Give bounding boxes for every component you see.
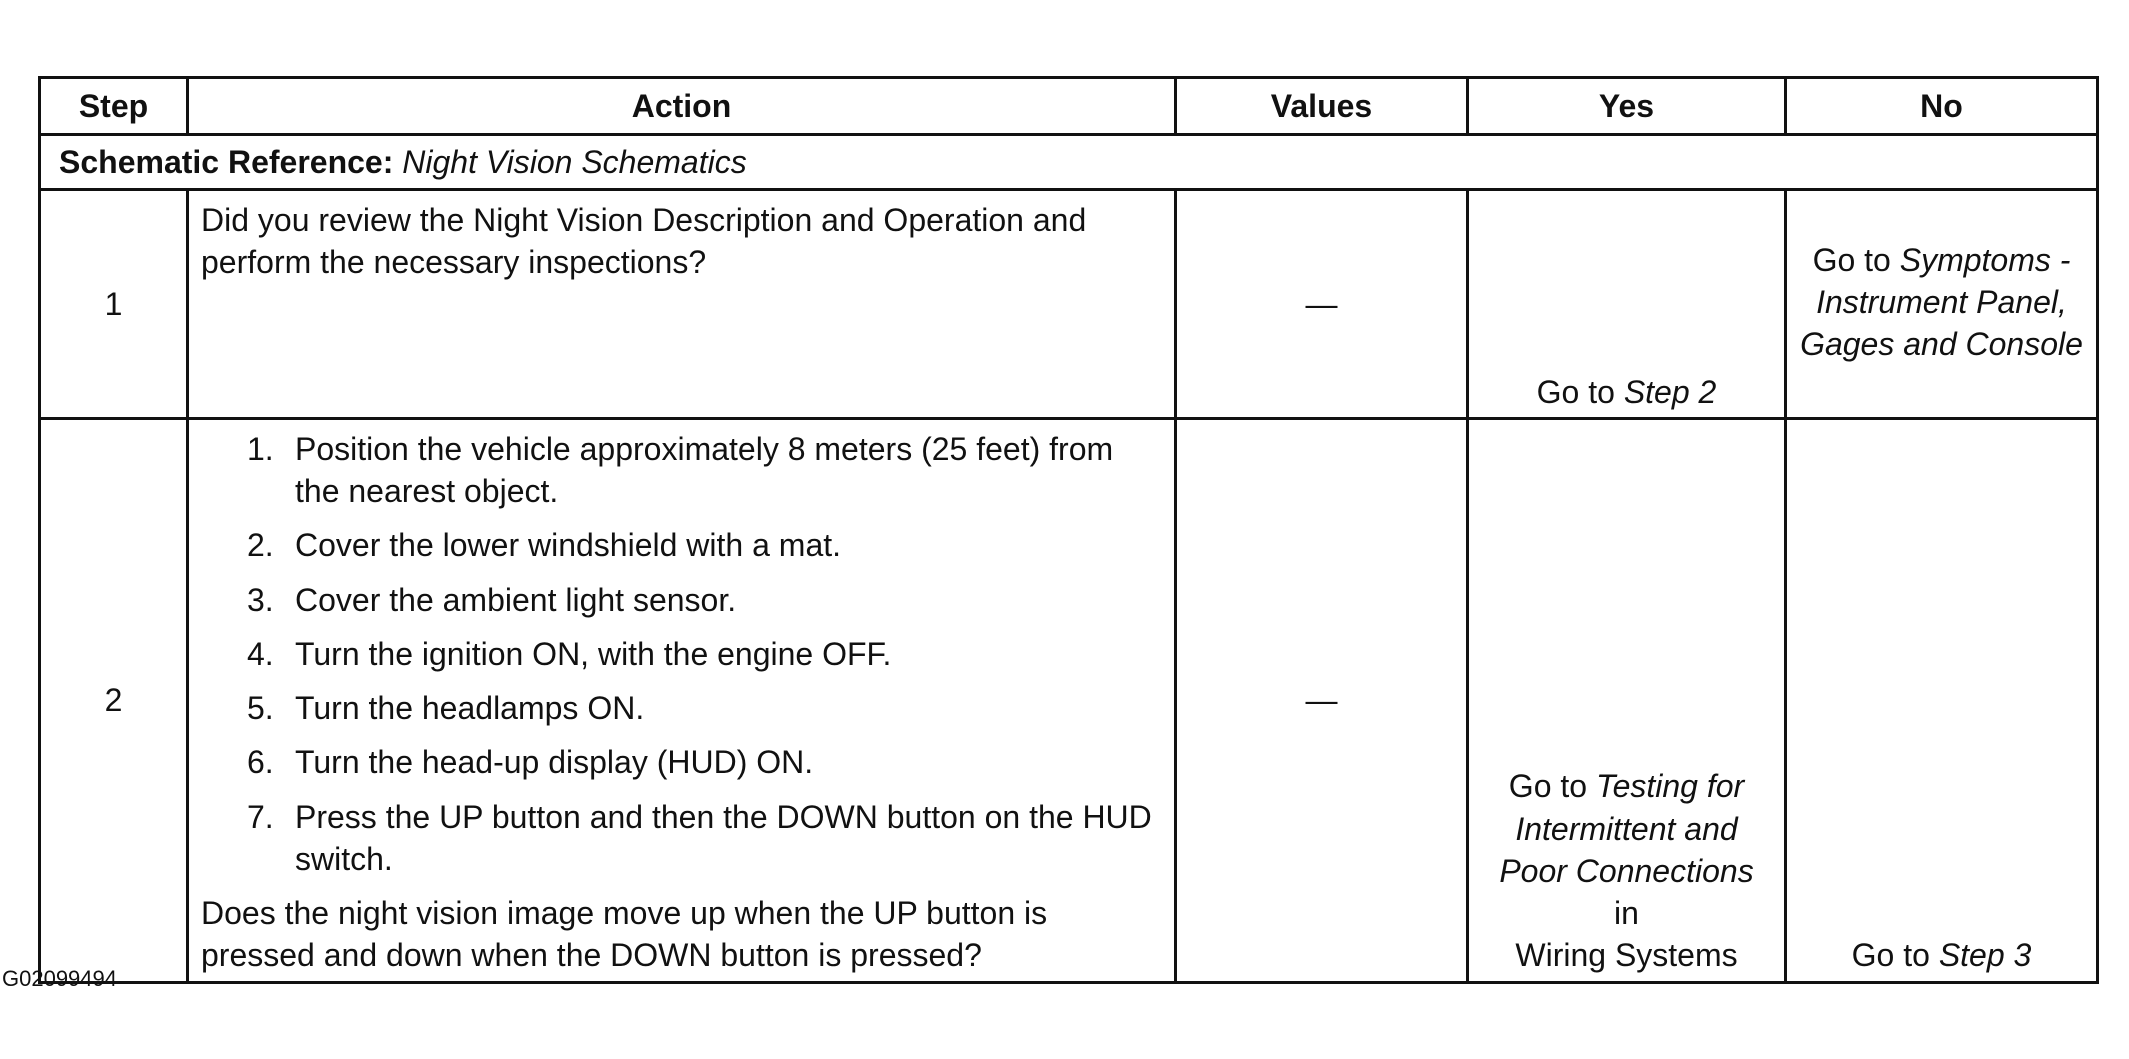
schematic-reference-link[interactable]: Night Vision Schematics: [402, 143, 747, 180]
values-cell: —: [1176, 419, 1468, 983]
header-values: Values: [1176, 78, 1468, 135]
list-item-number: 2.: [247, 527, 274, 564]
diagnostic-table-container: [38, 76, 2096, 984]
schematic-reference-row: [40, 135, 2098, 190]
list-item: [247, 687, 1162, 729]
list-item-text: Cover the lower windshield with a mat.: [295, 527, 842, 564]
action-cell: [188, 419, 1176, 983]
yes-prefix: Go to: [1536, 373, 1615, 410]
list-item-number: 7.: [247, 798, 274, 835]
action-question: Does the night vision image move up when the UP button is pressed and down when the DOWN button is pressed?: [201, 895, 1048, 974]
list-item-text: Cover the ambient light sensor.: [295, 581, 737, 618]
no-link[interactable]: Step 3: [1938, 937, 2032, 974]
schematic-reference-cell: [40, 135, 2098, 190]
no-cell: [1786, 190, 2098, 419]
list-item-text: Turn the head-up display (HUD) ON.: [295, 744, 814, 781]
list-item-text: Position the vehicle approximately 8 meters (25 feet) from the nearest object.: [295, 431, 1114, 510]
schematic-reference-label: Schematic Reference:: [59, 143, 394, 180]
header-yes: Yes: [1468, 78, 1786, 135]
no-prefix: Go to: [1851, 937, 1930, 974]
list-item: [247, 524, 1162, 566]
list-item-number: 4.: [247, 635, 274, 672]
yes-link[interactable]: Testing for Intermittent and Poor Connections: [1499, 768, 1754, 889]
header-row: [40, 78, 2098, 135]
list-item-number: 5.: [247, 690, 274, 727]
list-item-text: Turn the ignition ON, with the engine OFF.: [295, 635, 892, 672]
no-cell: [1786, 419, 2098, 983]
list-item: [247, 741, 1162, 783]
list-item: [247, 428, 1162, 512]
diagnostic-table: [38, 76, 2099, 984]
header-step: Step: [40, 78, 188, 135]
list-item-number: 1.: [247, 431, 274, 467]
figure-id: G02099494: [2, 966, 117, 991]
step-number: 1: [40, 190, 188, 419]
no-link[interactable]: Symptoms - Instrument Panel, Gages and Console: [1800, 241, 2083, 363]
no-prefix: Go to: [1812, 241, 1891, 278]
table-row: [40, 419, 2098, 983]
yes-cell: [1468, 190, 1786, 419]
list-item: [247, 633, 1162, 675]
values-cell: —: [1176, 190, 1468, 419]
action-steps-list: [201, 428, 1162, 880]
action-cell: Did you review the Night Vision Description and Operation and perform the necessary inspections?: [188, 190, 1176, 419]
list-item: [247, 579, 1162, 621]
yes-connector: in: [1614, 895, 1639, 932]
table-row: [40, 190, 2098, 419]
list-item: [247, 796, 1162, 880]
list-item-text: Turn the headlamps ON.: [295, 690, 645, 727]
yes-prefix: Go to: [1508, 768, 1588, 805]
step-number: 2: [40, 419, 188, 983]
header-action: Action: [188, 78, 1176, 135]
yes-link[interactable]: Step 2: [1623, 373, 1717, 410]
yes-suffix: Wiring Systems: [1515, 937, 1738, 974]
list-item-number: 3.: [247, 581, 274, 618]
list-item-text: Press the UP button and then the DOWN button on the HUD switch.: [295, 798, 1152, 877]
list-item-number: 6.: [247, 744, 274, 781]
header-no: No: [1786, 78, 2098, 135]
yes-cell: [1468, 419, 1786, 983]
